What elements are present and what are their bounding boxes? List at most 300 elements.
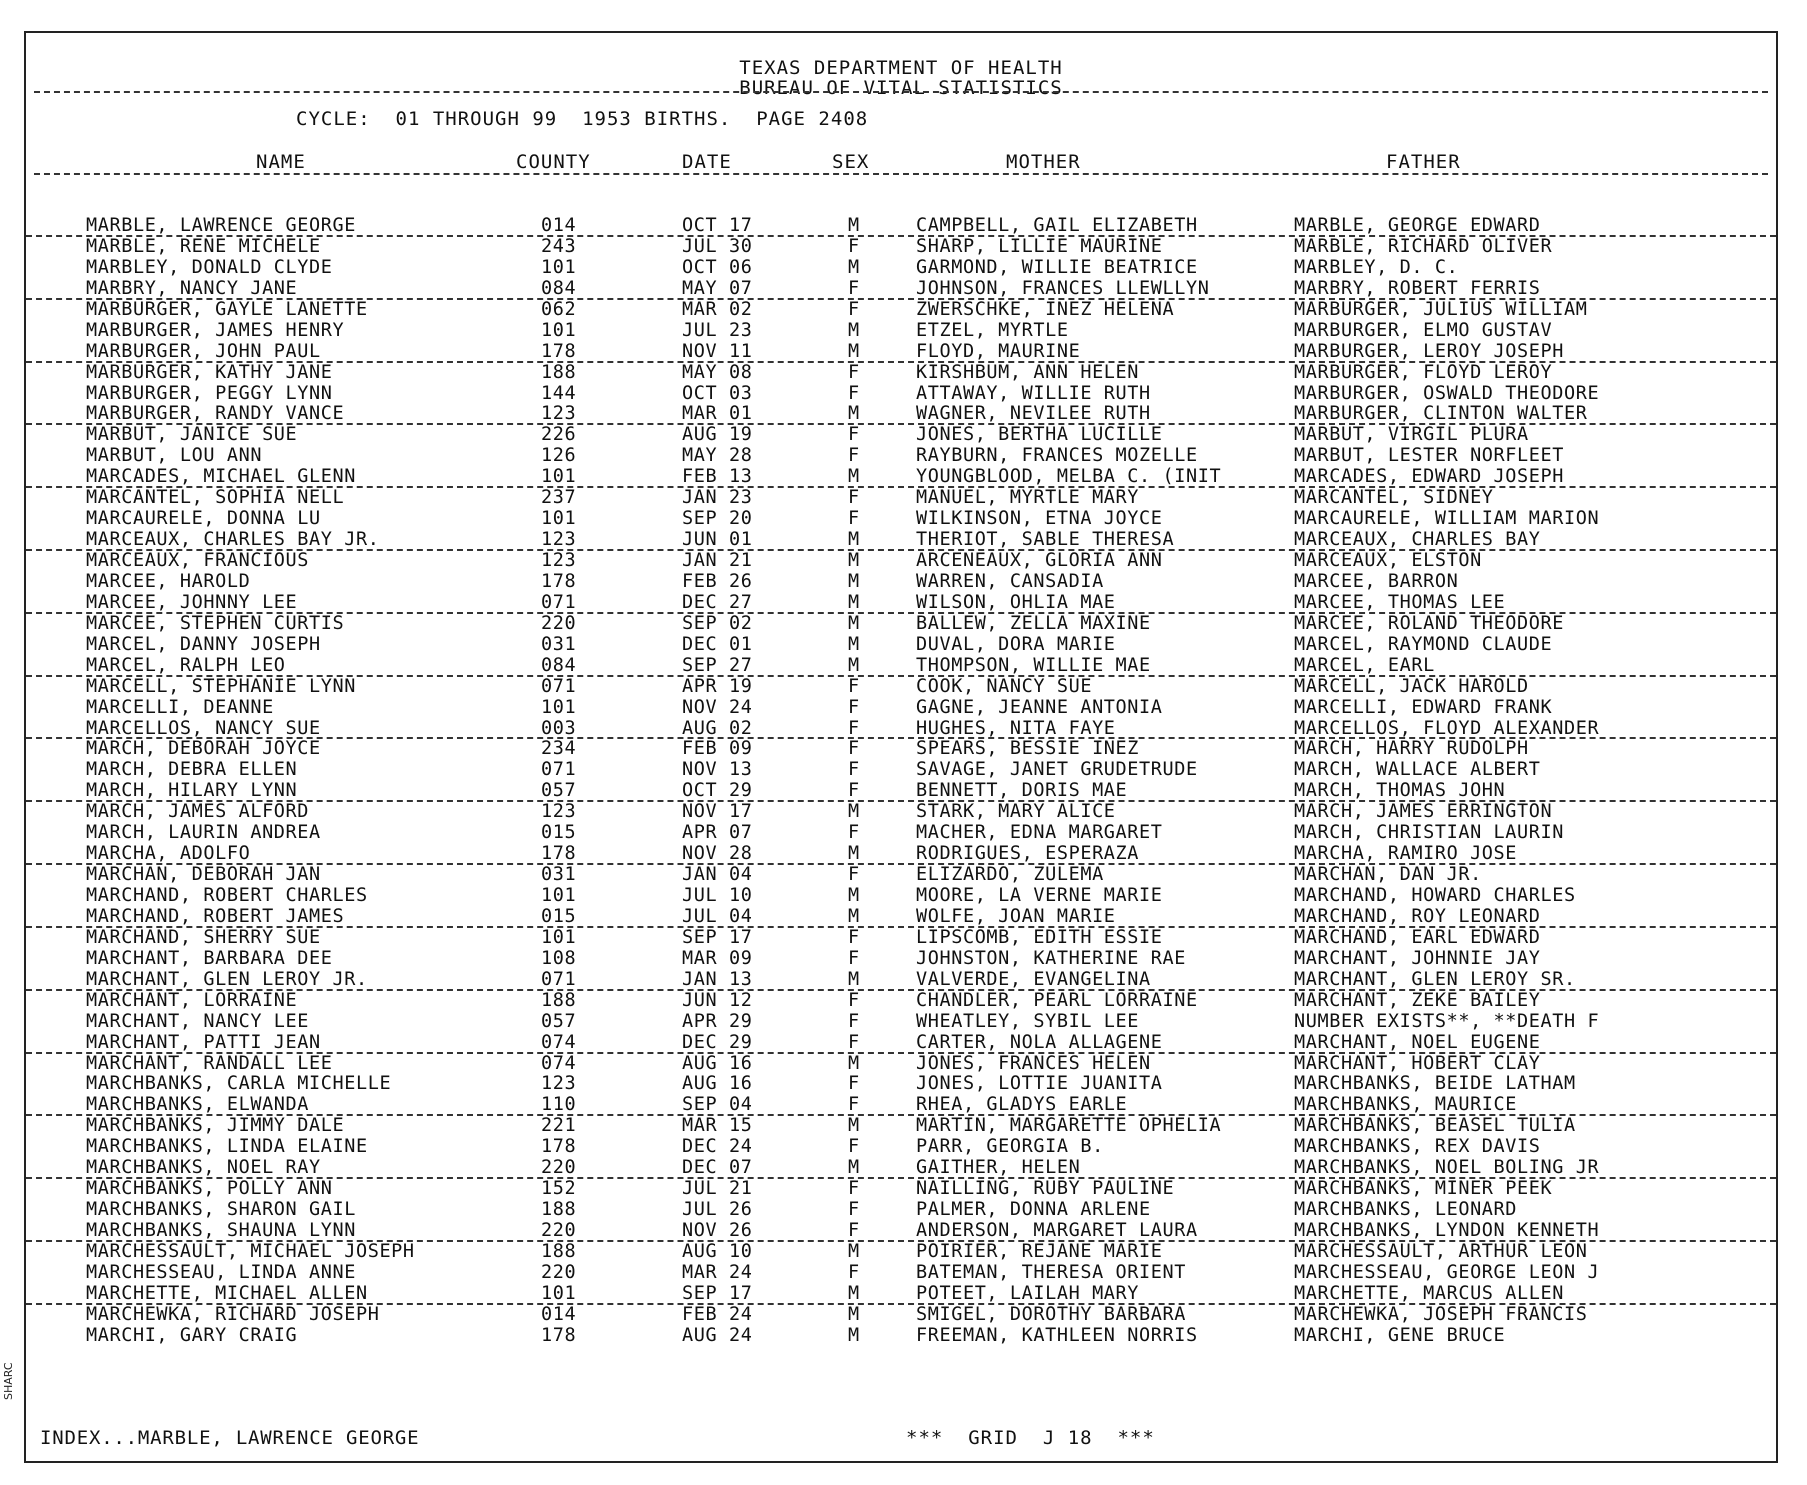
record-mother: PALMER, DONNA ARLENE bbox=[916, 1199, 1151, 1221]
record-mother: THOMPSON, WILLIE MAE bbox=[916, 654, 1151, 676]
record-date: APR 29 bbox=[682, 1010, 753, 1032]
record-county: 101 bbox=[541, 696, 577, 718]
record-mother: MARTIN, MARGARETTE OPHELIA bbox=[916, 1115, 1222, 1137]
record-mother: THERIOT, SABLE THERESA bbox=[916, 529, 1175, 551]
record-row bbox=[26, 698, 1776, 719]
record-sex: F bbox=[848, 822, 860, 844]
bureau-title: BUREAU OF VITAL STATISTICS bbox=[739, 77, 1063, 99]
record-mother: GAITHER, HELEN bbox=[916, 1157, 1081, 1179]
record-mother: NAILLING, RUBY PAULINE bbox=[916, 1178, 1175, 1200]
record-county: 071 bbox=[541, 591, 577, 613]
record-name: MARBURGER, GAYLE LANETTE bbox=[86, 298, 368, 320]
record-name: MARCHAND, SHERRY SUE bbox=[86, 926, 321, 948]
record-name: MARBURGER, JAMES HENRY bbox=[86, 319, 345, 341]
record-mother: VALVERDE, EVANGELINA bbox=[916, 968, 1151, 990]
record-date: MAR 09 bbox=[682, 947, 753, 969]
record-father: MARBUT, LESTER NORFLEET bbox=[1294, 445, 1564, 467]
record-date: OCT 29 bbox=[682, 780, 753, 802]
record-date: SEP 02 bbox=[682, 612, 753, 634]
record-row bbox=[26, 216, 1776, 237]
record-mother: WOLFE, JOAN MARIE bbox=[916, 905, 1116, 927]
record-row bbox=[26, 635, 1776, 656]
record-date: FEB 26 bbox=[682, 570, 753, 592]
record-county: 062 bbox=[541, 298, 577, 320]
record-date: OCT 17 bbox=[682, 215, 753, 236]
record-mother: KIRSHBUM, ANN HELEN bbox=[916, 361, 1140, 383]
record-date: OCT 06 bbox=[682, 256, 753, 278]
record-mother: WILKINSON, ETNA JOYCE bbox=[916, 508, 1163, 530]
record-date: JAN 21 bbox=[682, 550, 753, 571]
record-sex: F bbox=[848, 424, 860, 446]
record-mother: BATEMAN, THERESA ORIENT bbox=[916, 1261, 1186, 1283]
record-county: 126 bbox=[541, 445, 577, 467]
record-row bbox=[26, 384, 1776, 405]
record-sex: F bbox=[848, 947, 860, 969]
document-page bbox=[24, 31, 1778, 1463]
record-father: MARBLE, RICHARD OLIVER bbox=[1294, 235, 1553, 257]
record-sex: M bbox=[848, 968, 860, 990]
record-name: MARCEL, DANNY JOSEPH bbox=[86, 633, 321, 655]
record-county: 014 bbox=[541, 1303, 577, 1325]
side-mark: SHARC bbox=[2, 1362, 15, 1400]
record-date: MAR 02 bbox=[682, 298, 753, 320]
record-county: 226 bbox=[541, 424, 577, 446]
record-county: 123 bbox=[541, 801, 577, 823]
record-date: NOV 13 bbox=[682, 759, 753, 781]
record-name: MARCHBANKS, ELWANDA bbox=[86, 1094, 310, 1116]
record-sex: F bbox=[848, 277, 860, 299]
record-father: MARCH, WALLACE ALBERT bbox=[1294, 759, 1541, 781]
record-row bbox=[26, 488, 1776, 509]
record-name: MARCEE, JOHNNY LEE bbox=[86, 591, 298, 613]
record-date: AUG 16 bbox=[682, 1052, 753, 1074]
record-county: 123 bbox=[541, 529, 577, 551]
record-sex: F bbox=[848, 1031, 860, 1053]
record-county: 234 bbox=[541, 738, 577, 760]
record-sex: F bbox=[848, 508, 860, 530]
col-header-sex: SEX bbox=[832, 151, 870, 173]
record-mother: WHEATLEY, SYBIL LEE bbox=[916, 1010, 1140, 1032]
record-name: MARBURGER, JOHN PAUL bbox=[86, 340, 321, 362]
record-sex: F bbox=[848, 675, 860, 697]
record-row bbox=[26, 823, 1776, 844]
record-county: 057 bbox=[541, 780, 577, 802]
record-father: NUMBER EXISTS**, **DEATH F bbox=[1294, 1010, 1600, 1032]
record-date: SEP 17 bbox=[682, 1282, 753, 1304]
record-name: MARCHBANKS, SHAUNA LYNN bbox=[86, 1220, 356, 1241]
record-name: MARBLE, RENE MICHELE bbox=[86, 235, 321, 257]
record-row bbox=[26, 1263, 1776, 1284]
record-row bbox=[26, 425, 1776, 446]
record-sex: F bbox=[848, 1136, 860, 1158]
record-sex: F bbox=[848, 696, 860, 718]
record-county: 031 bbox=[541, 633, 577, 655]
record-sex: F bbox=[848, 759, 860, 781]
record-father: MARBURGER, CLINTON WALTER bbox=[1294, 403, 1588, 425]
record-name: MARCHAND, ROBERT JAMES bbox=[86, 905, 345, 927]
record-father: MARCHBANKS, LYNDON KENNETH bbox=[1294, 1220, 1600, 1241]
record-mother: JONES, LOTTIE JUANITA bbox=[916, 1073, 1163, 1095]
record-mother: JONES, BERTHA LUCILLE bbox=[916, 424, 1163, 446]
record-date: NOV 26 bbox=[682, 1220, 753, 1241]
record-father: MARCEE, ROLAND THEODORE bbox=[1294, 612, 1564, 634]
record-mother: SPEARS, BESSIE INEZ bbox=[916, 738, 1140, 760]
record-county: 101 bbox=[541, 926, 577, 948]
record-sex: M bbox=[848, 633, 860, 655]
record-name: MARCH, HILARY LYNN bbox=[86, 780, 298, 802]
record-date: JUN 12 bbox=[682, 989, 753, 1011]
record-name: MARCHANT, PATTI JEAN bbox=[86, 1031, 321, 1053]
record-date: AUG 16 bbox=[682, 1073, 753, 1095]
record-sex: F bbox=[848, 1220, 860, 1241]
record-father: MARCHBANKS, BEASEL TULIA bbox=[1294, 1115, 1576, 1137]
record-row bbox=[26, 572, 1776, 593]
record-date: FEB 09 bbox=[682, 738, 753, 760]
record-county: 178 bbox=[541, 340, 577, 362]
record-mother: DUVAL, DORA MARIE bbox=[916, 633, 1116, 655]
record-date: MAY 07 bbox=[682, 277, 753, 299]
record-date: MAR 15 bbox=[682, 1115, 753, 1137]
record-name: MARCELL, STEPHANIE LYNN bbox=[86, 675, 356, 697]
record-father: MARBUT, VIRGIL PLURA bbox=[1294, 424, 1529, 446]
record-date: JAN 13 bbox=[682, 968, 753, 990]
record-father: MARCH, CHRISTIAN LAURIN bbox=[1294, 822, 1564, 844]
record-father: MARCHESSEAU, GEORGE LEON J bbox=[1294, 1261, 1600, 1283]
record-name: MARBUT, JANICE SUE bbox=[86, 424, 298, 446]
record-name: MARCADES, MICHAEL GLENN bbox=[86, 466, 356, 488]
record-date: JUL 21 bbox=[682, 1178, 753, 1200]
record-father: MARCEE, THOMAS LEE bbox=[1294, 591, 1506, 613]
record-mother: YOUNGBLOOD, MELBA C. (INIT bbox=[916, 466, 1222, 488]
record-mother: ZWERSCHKE, INEZ HELENA bbox=[916, 298, 1175, 320]
record-name: MARCHANT, NANCY LEE bbox=[86, 1010, 310, 1032]
record-name: MARBUT, LOU ANN bbox=[86, 445, 263, 467]
record-mother: ATTAWAY, WILLIE RUTH bbox=[916, 382, 1151, 404]
record-date: OCT 03 bbox=[682, 382, 753, 404]
record-date: MAY 28 bbox=[682, 445, 753, 467]
agency-title: TEXAS DEPARTMENT OF HEALTH bbox=[739, 57, 1063, 79]
record-mother: ANDERSON, MARGARET LAURA bbox=[916, 1220, 1198, 1241]
record-county: 188 bbox=[541, 1240, 577, 1262]
record-row bbox=[26, 279, 1776, 300]
record-date: JUL 10 bbox=[682, 885, 753, 906]
record-father: MARBURGER, FLOYD LEROY bbox=[1294, 361, 1553, 383]
record-name: MARCEL, RALPH LEO bbox=[86, 654, 286, 676]
record-father: MARCHAND, EARL EDWARD bbox=[1294, 926, 1541, 948]
record-sex: F bbox=[848, 1010, 860, 1032]
record-name: MARCHETTE, MICHAEL ALLEN bbox=[86, 1282, 368, 1304]
record-mother: MACHER, EDNA MARGARET bbox=[916, 822, 1163, 844]
record-sex: M bbox=[848, 1157, 860, 1179]
record-date: NOV 24 bbox=[682, 696, 753, 718]
record-father: MARCHBANKS, REX DAVIS bbox=[1294, 1136, 1541, 1158]
record-mother: ETZEL, MYRTLE bbox=[916, 319, 1069, 341]
record-county: 084 bbox=[541, 654, 577, 676]
record-row bbox=[26, 321, 1776, 342]
record-county: 101 bbox=[541, 885, 577, 906]
record-county: 071 bbox=[541, 759, 577, 781]
record-sex: F bbox=[848, 1178, 860, 1200]
record-father: MARCHBANKS, MINER PEEK bbox=[1294, 1178, 1553, 1200]
record-mother: GAGNE, JEANNE ANTONIA bbox=[916, 696, 1163, 718]
record-father: MARCHETTE, MARCUS ALLEN bbox=[1294, 1282, 1564, 1304]
record-county: 123 bbox=[541, 1073, 577, 1095]
col-header-date: DATE bbox=[682, 151, 732, 173]
record-father: MARCHANT, JOHNNIE JAY bbox=[1294, 947, 1541, 969]
record-county: 123 bbox=[541, 550, 577, 571]
record-sex: M bbox=[848, 1052, 860, 1074]
record-father: MARCHA, RAMIRO JOSE bbox=[1294, 843, 1518, 865]
record-county: 220 bbox=[541, 1261, 577, 1283]
record-sex: M bbox=[848, 885, 860, 906]
record-row bbox=[26, 1179, 1776, 1200]
record-county: 101 bbox=[541, 508, 577, 530]
record-name: MARCEAUX, FRANCIOUS bbox=[86, 550, 310, 571]
record-father: MARCELL, JACK HAROLD bbox=[1294, 675, 1529, 697]
record-father: MARCH, THOMAS JOHN bbox=[1294, 780, 1506, 802]
record-county: 237 bbox=[541, 487, 577, 509]
record-name: MARCANTEL, SOPHIA NELL bbox=[86, 487, 345, 509]
record-row bbox=[26, 781, 1776, 802]
record-row bbox=[26, 342, 1776, 363]
record-mother: CHANDLER, PEARL LORRAINE bbox=[916, 989, 1198, 1011]
record-name: MARCHBANKS, JIMMY DALE bbox=[86, 1115, 345, 1137]
record-father: MARCEL, EARL bbox=[1294, 654, 1435, 676]
record-county: 144 bbox=[541, 382, 577, 404]
record-date: SEP 27 bbox=[682, 654, 753, 676]
record-name: MARBURGER, PEGGY LYNN bbox=[86, 382, 333, 404]
record-county: 101 bbox=[541, 319, 577, 341]
record-county: 003 bbox=[541, 717, 577, 739]
record-father: MARCEAUX, ELSTON bbox=[1294, 550, 1482, 571]
record-row bbox=[26, 614, 1776, 635]
record-county: 220 bbox=[541, 1157, 577, 1179]
record-date: APR 07 bbox=[682, 822, 753, 844]
record-name: MARCHAND, ROBERT CHARLES bbox=[86, 885, 368, 906]
record-father: MARCHBANKS, BEIDE LATHAM bbox=[1294, 1073, 1576, 1095]
record-name: MARBURGER, RANDY VANCE bbox=[86, 403, 345, 425]
record-row bbox=[26, 677, 1776, 698]
record-mother: JOHNSON, FRANCES LLEWLLYN bbox=[916, 277, 1210, 299]
record-name: MARCHANT, GLEN LEROY JR. bbox=[86, 968, 368, 990]
record-sex: F bbox=[848, 487, 860, 509]
record-sex: M bbox=[848, 905, 860, 927]
record-father: MARCHI, GENE BRUCE bbox=[1294, 1324, 1506, 1346]
record-county: 071 bbox=[541, 675, 577, 697]
record-date: DEC 27 bbox=[682, 591, 753, 613]
record-mother: SAVAGE, JANET GRUDETRUDE bbox=[916, 759, 1198, 781]
grid-footer: *** GRID J 18 *** bbox=[906, 1427, 1155, 1449]
record-sex: F bbox=[848, 361, 860, 383]
record-mother: ARCENEAUX, GLORIA ANN bbox=[916, 550, 1163, 571]
record-mother: MOORE, LA VERNE MARIE bbox=[916, 885, 1163, 906]
record-sex: F bbox=[848, 989, 860, 1011]
record-name: MARCHANT, BARBARA DEE bbox=[86, 947, 333, 969]
records-list bbox=[26, 216, 1776, 1347]
record-mother: WAGNER, NEVILEE RUTH bbox=[916, 403, 1151, 425]
record-row bbox=[26, 551, 1776, 572]
record-father: MARBURGER, OSWALD THEODORE bbox=[1294, 382, 1600, 404]
record-name: MARCHBANKS, LINDA ELAINE bbox=[86, 1136, 368, 1158]
record-sex: F bbox=[848, 382, 860, 404]
record-sex: M bbox=[848, 215, 860, 236]
record-row bbox=[26, 1054, 1776, 1075]
record-father: MARCADES, EDWARD JOSEPH bbox=[1294, 466, 1564, 488]
record-father: MARCELLOS, FLOYD ALEXANDER bbox=[1294, 717, 1600, 739]
record-father: MARCEE, BARRON bbox=[1294, 570, 1459, 592]
record-father: MARCHBANKS, LEONARD bbox=[1294, 1199, 1518, 1221]
record-date: NOV 28 bbox=[682, 843, 753, 865]
record-county: 084 bbox=[541, 277, 577, 299]
record-date: MAR 24 bbox=[682, 1261, 753, 1283]
index-footer: INDEX...MARBLE, LAWRENCE GEORGE bbox=[40, 1427, 420, 1449]
record-father: MARCH, JAMES ERRINGTON bbox=[1294, 801, 1553, 823]
record-father: MARCHESSAULT, ARTHUR LEON bbox=[1294, 1240, 1588, 1262]
record-date: APR 19 bbox=[682, 675, 753, 697]
record-sex: F bbox=[848, 717, 860, 739]
record-mother: WARREN, CANSADIA bbox=[916, 570, 1104, 592]
record-sex: M bbox=[848, 570, 860, 592]
record-row bbox=[26, 1242, 1776, 1263]
record-county: 178 bbox=[541, 1324, 577, 1346]
record-county: 108 bbox=[541, 947, 577, 969]
record-county: 152 bbox=[541, 1178, 577, 1200]
record-row bbox=[26, 1012, 1776, 1033]
record-sex: F bbox=[848, 926, 860, 948]
record-row bbox=[26, 886, 1776, 907]
record-sex: F bbox=[848, 738, 860, 760]
record-date: SEP 20 bbox=[682, 508, 753, 530]
record-father: MARBURGER, LEROY JOSEPH bbox=[1294, 340, 1564, 362]
record-name: MARCH, JAMES ALFORD bbox=[86, 801, 310, 823]
record-name: MARBRY, NANCY JANE bbox=[86, 277, 298, 299]
record-mother: LIPSCOMB, EDITH ESSIE bbox=[916, 926, 1163, 948]
record-county: 178 bbox=[541, 1136, 577, 1158]
record-county: 015 bbox=[541, 822, 577, 844]
record-sex: F bbox=[848, 1261, 860, 1283]
record-name: MARCHA, ADOLFO bbox=[86, 843, 251, 865]
record-name: MARBURGER, KATHY JANE bbox=[86, 361, 333, 383]
record-father: MARCHBANKS, NOEL BOLING JR bbox=[1294, 1157, 1600, 1179]
record-date: JUL 30 bbox=[682, 235, 753, 257]
record-row bbox=[26, 907, 1776, 928]
record-row bbox=[26, 1284, 1776, 1305]
record-county: 188 bbox=[541, 989, 577, 1011]
record-date: SEP 04 bbox=[682, 1094, 753, 1116]
record-mother: CARTER, NOLA ALLAGENE bbox=[916, 1031, 1163, 1053]
record-name: MARCAURELE, DONNA LU bbox=[86, 508, 321, 530]
record-county: 031 bbox=[541, 864, 577, 886]
record-mother: FLOYD, MAURINE bbox=[916, 340, 1081, 362]
record-row bbox=[26, 467, 1776, 488]
record-mother: BALLEW, ZELLA MAXINE bbox=[916, 612, 1151, 634]
record-date: AUG 24 bbox=[682, 1324, 753, 1346]
record-name: MARCELLI, DEANNE bbox=[86, 696, 274, 718]
record-father: MARBLEY, D. C. bbox=[1294, 256, 1459, 278]
record-row bbox=[26, 1305, 1776, 1326]
record-father: MARCEAUX, CHARLES BAY bbox=[1294, 529, 1541, 551]
record-father: MARCEL, RAYMOND CLAUDE bbox=[1294, 633, 1553, 655]
record-row bbox=[26, 928, 1776, 949]
record-row bbox=[26, 949, 1776, 970]
record-mother: RODRIGUES, ESPERAZA bbox=[916, 843, 1140, 865]
record-father: MARCELLI, EDWARD FRANK bbox=[1294, 696, 1553, 718]
record-father: MARCHANT, ZEKE BAILEY bbox=[1294, 989, 1541, 1011]
record-father: MARCHAN, DAN JR. bbox=[1294, 864, 1482, 886]
record-row bbox=[26, 719, 1776, 740]
record-mother: SHARP, LILLIE MAURINE bbox=[916, 235, 1163, 257]
record-mother: GARMOND, WILLIE BEATRICE bbox=[916, 256, 1198, 278]
record-mother: POIRIER, REJANE MARIE bbox=[916, 1240, 1163, 1262]
record-date: FEB 24 bbox=[682, 1303, 753, 1325]
record-date: JUL 23 bbox=[682, 319, 753, 341]
record-name: MARCHBANKS, SHARON GAIL bbox=[86, 1199, 356, 1221]
record-row bbox=[26, 739, 1776, 760]
divider bbox=[34, 91, 1768, 93]
record-date: FEB 13 bbox=[682, 466, 753, 488]
record-date: DEC 24 bbox=[682, 1136, 753, 1158]
record-father: MARCHEWKA, JOSEPH FRANCIS bbox=[1294, 1303, 1588, 1325]
record-row bbox=[26, 404, 1776, 425]
record-name: MARCELLOS, NANCY SUE bbox=[86, 717, 321, 739]
record-name: MARCHBANKS, CARLA MICHELLE bbox=[86, 1073, 392, 1095]
record-name: MARCHI, GARY CRAIG bbox=[86, 1324, 298, 1346]
record-date: DEC 07 bbox=[682, 1157, 753, 1179]
record-sex: M bbox=[848, 466, 860, 488]
record-county: 178 bbox=[541, 570, 577, 592]
record-name: MARCHBANKS, POLLY ANN bbox=[86, 1178, 333, 1200]
record-county: 178 bbox=[541, 843, 577, 865]
record-mother: SMIGEL, DOROTHY BARBARA bbox=[916, 1303, 1186, 1325]
record-county: 123 bbox=[541, 403, 577, 425]
record-name: MARCHEWKA, RICHARD JOSEPH bbox=[86, 1303, 380, 1325]
record-sex: M bbox=[848, 654, 860, 676]
record-date: JUL 26 bbox=[682, 1199, 753, 1221]
record-row bbox=[26, 258, 1776, 279]
col-header-name: NAME bbox=[256, 151, 306, 173]
record-father: MARBURGER, ELMO GUSTAV bbox=[1294, 319, 1553, 341]
record-date: DEC 29 bbox=[682, 1031, 753, 1053]
record-row bbox=[26, 1116, 1776, 1137]
record-sex: F bbox=[848, 298, 860, 320]
record-sex: F bbox=[848, 235, 860, 257]
record-date: AUG 02 bbox=[682, 717, 753, 739]
record-mother: BENNETT, DORIS MAE bbox=[916, 780, 1128, 802]
record-name: MARCHBANKS, NOEL RAY bbox=[86, 1157, 321, 1179]
record-sex: M bbox=[848, 843, 860, 865]
record-county: 057 bbox=[541, 1010, 577, 1032]
record-row bbox=[26, 1033, 1776, 1054]
record-sex: M bbox=[848, 403, 860, 425]
record-county: 101 bbox=[541, 1282, 577, 1304]
record-county: 071 bbox=[541, 968, 577, 990]
record-mother: ELIZARDO, ZULEMA bbox=[916, 864, 1104, 886]
record-name: MARCHESSAULT, MICHAEL JOSEPH bbox=[86, 1240, 415, 1262]
record-sex: M bbox=[848, 591, 860, 613]
record-sex: M bbox=[848, 1115, 860, 1137]
record-mother: CAMPBELL, GAIL ELIZABETH bbox=[916, 215, 1198, 236]
record-row bbox=[26, 509, 1776, 530]
record-date: AUG 19 bbox=[682, 424, 753, 446]
record-county: 101 bbox=[541, 256, 577, 278]
col-header-county: COUNTY bbox=[516, 151, 591, 173]
record-name: MARBLEY, DONALD CLYDE bbox=[86, 256, 333, 278]
record-sex: M bbox=[848, 256, 860, 278]
record-date: JAN 04 bbox=[682, 864, 753, 886]
record-father: MARCH, HARRY RUDOLPH bbox=[1294, 738, 1529, 760]
record-county: 014 bbox=[541, 215, 577, 236]
record-row bbox=[26, 844, 1776, 865]
